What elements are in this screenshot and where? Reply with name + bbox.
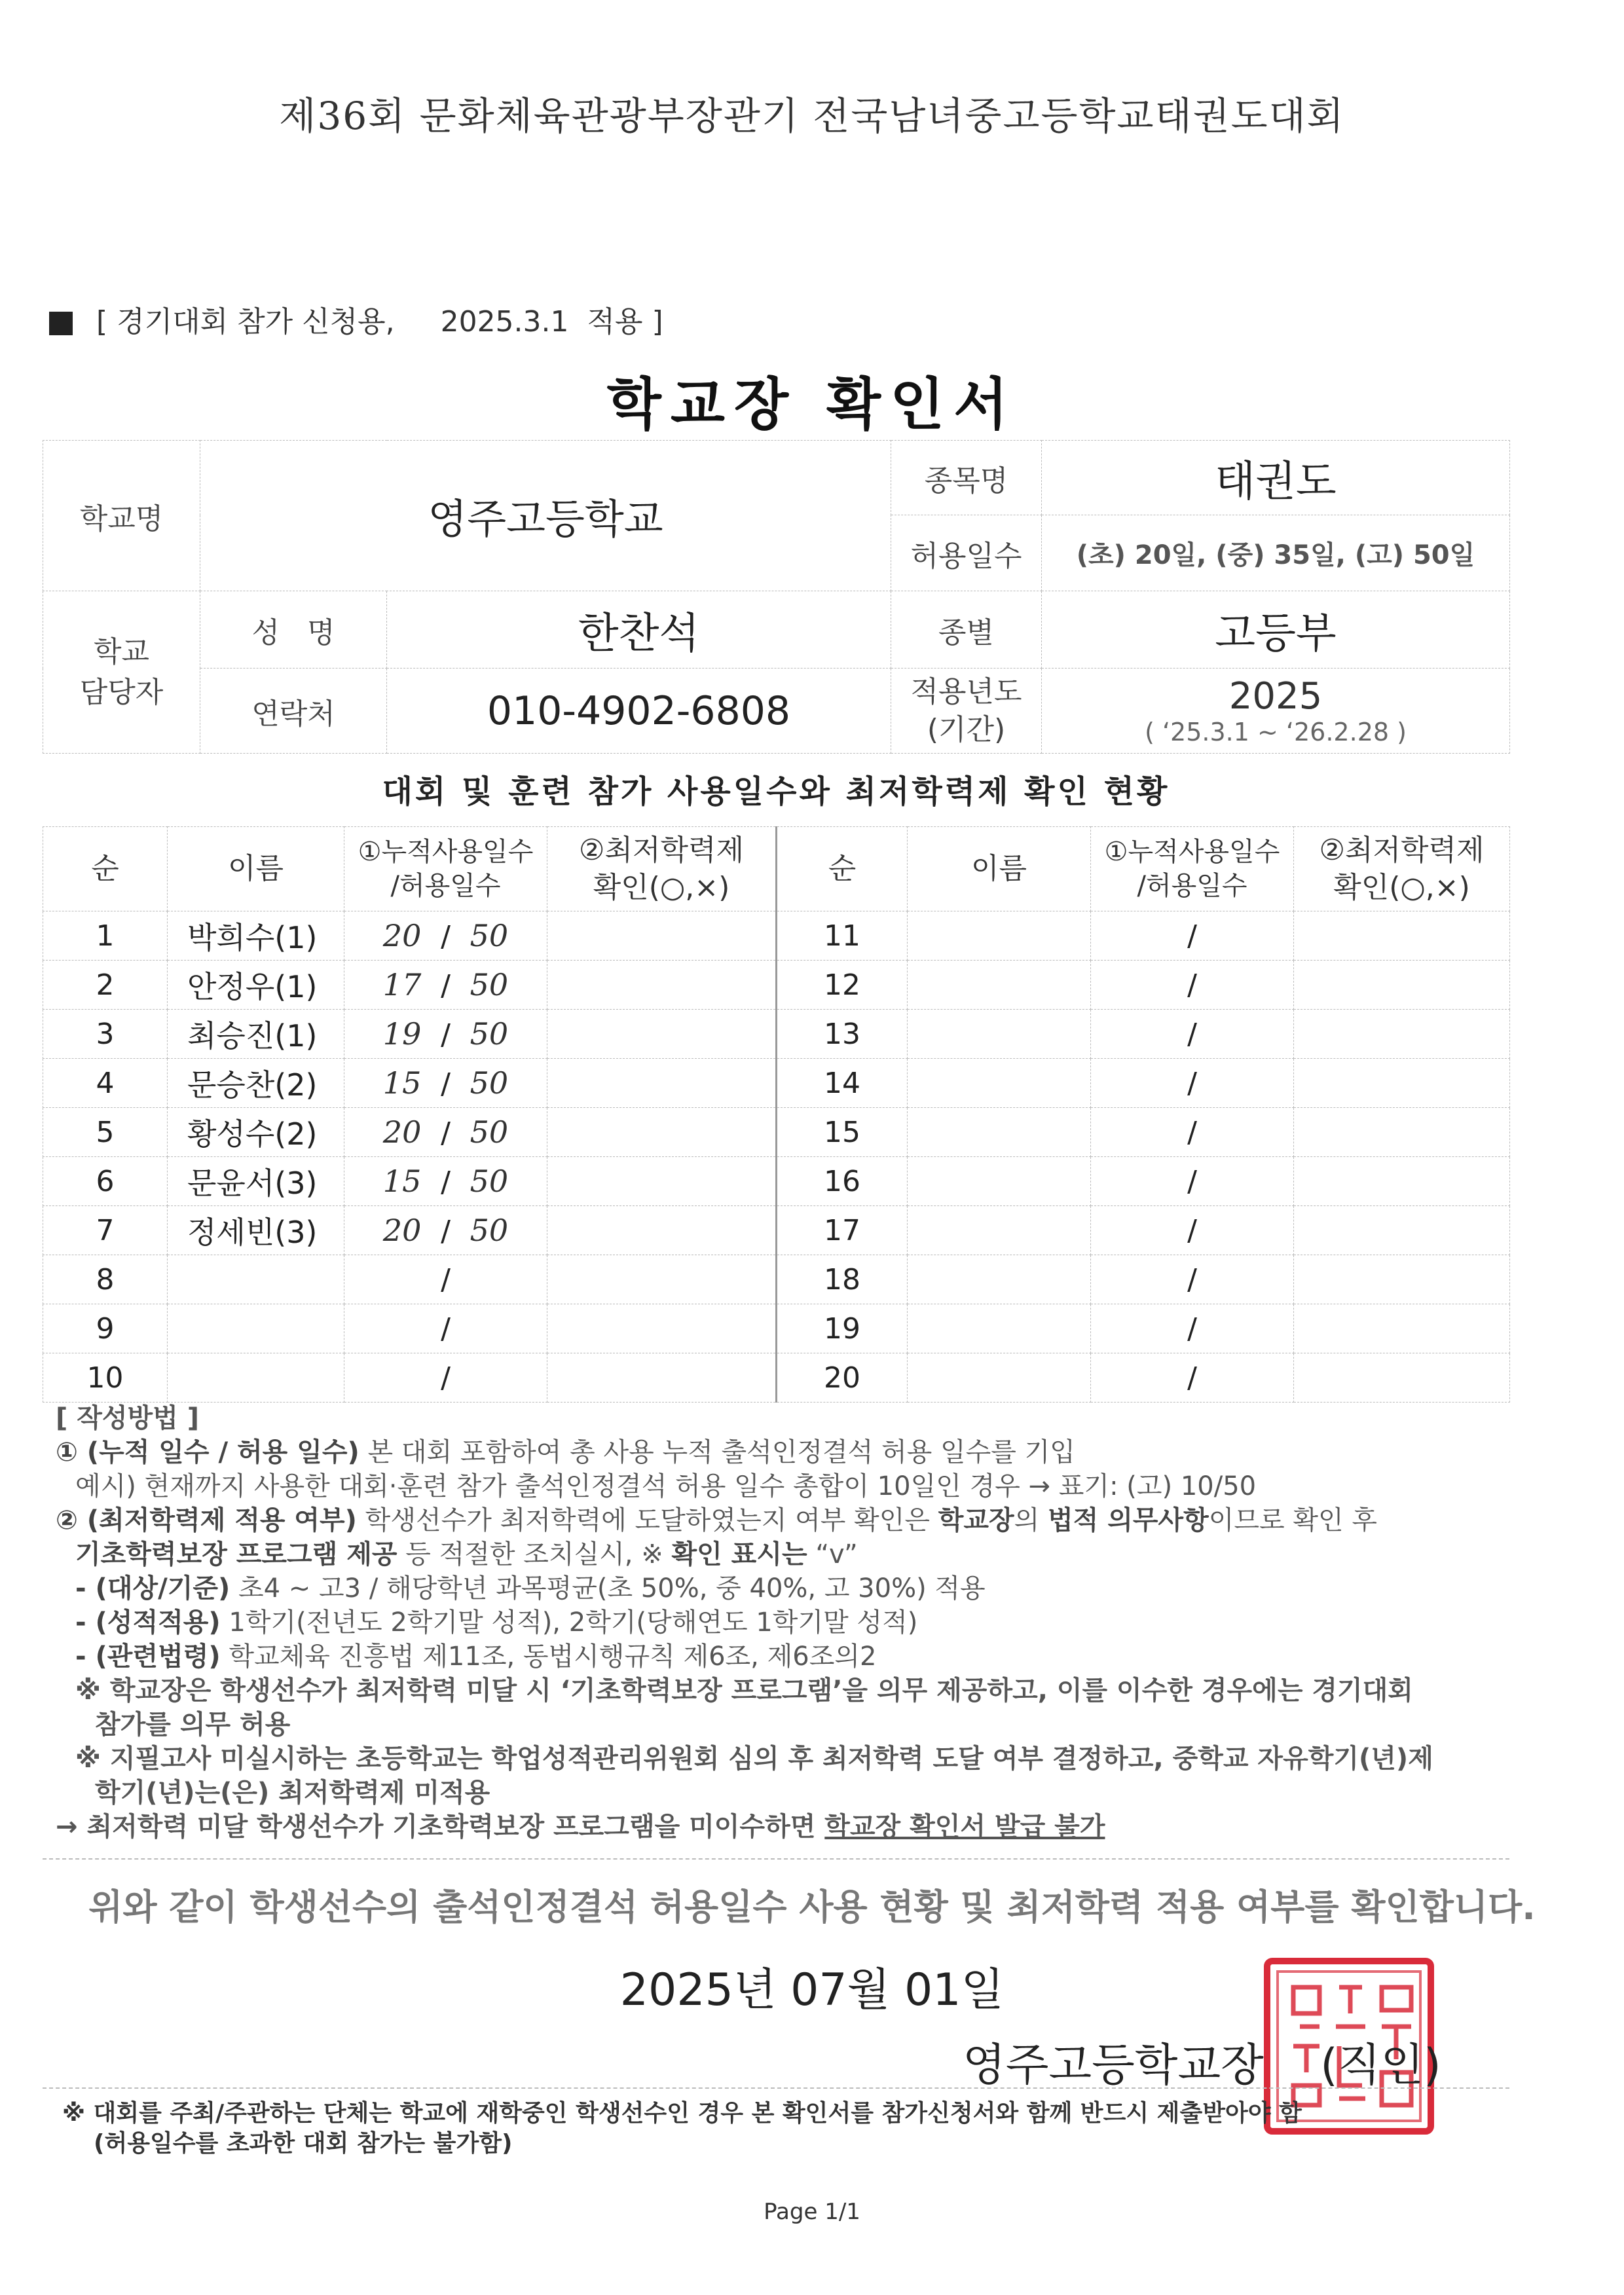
- period-value: ( ‘25.3.1 ~ ‘26.2.28 ): [1145, 718, 1407, 746]
- min-grade-check[interactable]: [547, 1157, 777, 1206]
- year-value: 2025: [1228, 675, 1323, 718]
- athlete-name: [168, 1353, 344, 1403]
- division-value: 고등부: [1042, 591, 1510, 669]
- min-grade-check[interactable]: [547, 911, 777, 961]
- used-days: 20: [382, 1213, 422, 1248]
- athlete-name: [908, 1108, 1091, 1157]
- athlete-name: 안정우(1): [168, 961, 344, 1010]
- name-value: 한찬석: [387, 591, 891, 669]
- square-bullet-icon: [49, 312, 73, 335]
- table-row: [43, 1255, 1510, 1304]
- note-detail-law: - (관련법령) 학교체육 진흥법 제11조, 동법시행규칙 제6조, 제6조의2: [75, 1642, 877, 1672]
- header-name-right: 이름: [908, 827, 1091, 911]
- days-cell: [1091, 1157, 1294, 1206]
- row-number: 17: [777, 1206, 908, 1255]
- contact-label: 연락처: [200, 669, 387, 754]
- row-number: 5: [43, 1108, 168, 1157]
- header-min-grade-right: ②최저학력제 확인(○,×): [1294, 827, 1510, 911]
- slash-separator: /: [441, 969, 451, 1002]
- row-number: 1: [43, 911, 168, 961]
- note-detail-grades: - (성적적용) 1학기(전년도 2학기말 성적), 2학기(당해연도 1학기말 성적): [75, 1607, 918, 1638]
- days-cell: [1091, 961, 1294, 1010]
- min-grade-check[interactable]: [547, 1353, 777, 1403]
- slash-separator: /: [441, 1361, 451, 1395]
- slash-separator: /: [1187, 1262, 1197, 1296]
- days-cell: [344, 1255, 547, 1304]
- principal-signature: 영주고등학교장 (직인): [963, 2040, 1441, 2091]
- name-label: 성 명: [200, 591, 387, 669]
- min-grade-check[interactable]: [1294, 1059, 1510, 1108]
- sport-label: 종목명: [891, 441, 1042, 515]
- issue-date: 2025년 07월 01일: [619, 1964, 1005, 2016]
- used-days: 15: [382, 1164, 422, 1199]
- days-cell: [344, 911, 547, 961]
- division-label: 종별: [891, 591, 1042, 669]
- slash-separator: /: [441, 920, 451, 953]
- table-row: [43, 961, 1510, 1010]
- allowed-days-value: (초) 20일, (중) 35일, (고) 50일: [1042, 515, 1510, 591]
- row-number: 4: [43, 1059, 168, 1108]
- days-cell: [344, 1353, 547, 1403]
- divider-bottom: [43, 2087, 1509, 2089]
- slash-separator: /: [1187, 919, 1197, 953]
- note-remark-1: ※ 학교장은 학생선수가 최저학력 미달 시 ‘기초학력보장 프로그램’을 의무 제공하고, 이를 이수한 경우에는 경기대회: [75, 1676, 1413, 1706]
- row-number: 19: [777, 1304, 908, 1353]
- footnote-line-2: (허용일수를 초과한 대회 참가는 불가함): [94, 2130, 513, 2157]
- header-min-grade-left: ②최저학력제 확인(○,×): [547, 827, 777, 911]
- row-number: 11: [777, 911, 908, 961]
- days-cell: [344, 1157, 547, 1206]
- days-cell: [344, 961, 547, 1010]
- athlete-name: 박희수(1): [168, 911, 344, 961]
- athlete-name: [908, 961, 1091, 1010]
- min-grade-check[interactable]: [547, 961, 777, 1010]
- days-cell: [1091, 1206, 1294, 1255]
- row-number: 15: [777, 1108, 908, 1157]
- athlete-name: [908, 1010, 1091, 1059]
- min-grade-check[interactable]: [1294, 961, 1510, 1010]
- min-grade-check[interactable]: [1294, 1353, 1510, 1403]
- athlete-name: 황성수(2): [168, 1108, 344, 1157]
- used-days: 17: [382, 967, 422, 1002]
- note-2-cont: 기초학력보장 프로그램 제공 등 적절한 조치실시, ※ 확인 표시는 “v”: [75, 1539, 858, 1570]
- min-grade-check[interactable]: [1294, 1108, 1510, 1157]
- note-detail-target: - (대상/기준) 초4 ~ 고3 / 해당학년 과목평균(초 50%, 중 40%, 고 30%) 적용: [75, 1573, 986, 1604]
- slash-separator: /: [1187, 1312, 1197, 1346]
- row-number: 2: [43, 961, 168, 1010]
- header-days-right: ①누적사용일수 /허용일수: [1091, 827, 1294, 911]
- min-grade-check[interactable]: [547, 1059, 777, 1108]
- row-number: 16: [777, 1157, 908, 1206]
- roster-table: [43, 826, 1510, 1403]
- header-no-right: 순: [777, 827, 908, 911]
- allowed-days: 50: [470, 918, 509, 953]
- roster-body: [43, 911, 1510, 1403]
- header-no-left: 순: [43, 827, 168, 911]
- row-number: 20: [777, 1353, 908, 1403]
- days-cell: [1091, 1353, 1294, 1403]
- row-number: 10: [43, 1353, 168, 1403]
- used-days: 20: [382, 1114, 422, 1150]
- days-cell: [344, 1108, 547, 1157]
- slash-separator: /: [1187, 1115, 1197, 1149]
- slash-separator: /: [1187, 1361, 1197, 1395]
- school-value: 영주고등학교: [200, 441, 891, 591]
- days-cell: [1091, 1010, 1294, 1059]
- event-title: 제36회 문화체육관광부장관기 전국남녀중고등학교태권도대회: [279, 94, 1345, 138]
- page-number: Page 1/1: [764, 2199, 860, 2225]
- athlete-name: 문승찬(2): [168, 1059, 344, 1108]
- slash-separator: /: [1187, 1164, 1197, 1198]
- row-number: 7: [43, 1206, 168, 1255]
- allowed-days: 50: [470, 1213, 509, 1248]
- table-row: [43, 1206, 1510, 1255]
- row-number: 13: [777, 1010, 908, 1059]
- row-number: 3: [43, 1010, 168, 1059]
- row-number: 9: [43, 1304, 168, 1353]
- slash-separator: /: [441, 1312, 451, 1346]
- note-remark-1-cont: 참가를 의무 허용: [95, 1710, 291, 1740]
- document-title: 학교장 확인서: [606, 372, 1018, 437]
- min-grade-check[interactable]: [547, 1304, 777, 1353]
- table-row: [43, 911, 1510, 961]
- note-remark-3: → 최저학력 미달 학생선수가 기초학력보장 프로그램을 미이수하면 학교장 확인서 발급 불가: [56, 1812, 1105, 1842]
- athlete-name: 정세빈(3): [168, 1206, 344, 1255]
- year-cell: [1042, 669, 1510, 754]
- slash-separator: /: [441, 1018, 451, 1052]
- min-grade-check[interactable]: [1294, 1157, 1510, 1206]
- instructions: [56, 1401, 1522, 1844]
- athlete-name: [168, 1255, 344, 1304]
- athlete-name: [908, 1255, 1091, 1304]
- slash-separator: /: [1187, 1066, 1197, 1100]
- athlete-name: [908, 1304, 1091, 1353]
- days-cell: [344, 1059, 547, 1108]
- slash-separator: /: [1187, 968, 1197, 1002]
- athlete-name: [908, 1353, 1091, 1403]
- min-grade-check[interactable]: [1294, 1255, 1510, 1304]
- form-tag: [49, 298, 663, 340]
- header-days-left: ①누적사용일수 /허용일수: [344, 827, 547, 911]
- athlete-name: [908, 1059, 1091, 1108]
- used-days: 20: [382, 918, 422, 953]
- form-tag-text: [ 경기대회 참가 신청용, 2025.3.1 적용 ]: [96, 305, 663, 339]
- min-grade-check[interactable]: [547, 1010, 777, 1059]
- slash-separator: /: [441, 1215, 451, 1248]
- min-grade-check[interactable]: [547, 1206, 777, 1255]
- min-grade-check[interactable]: [547, 1108, 777, 1157]
- slash-separator: /: [441, 1116, 451, 1150]
- table-row: [43, 1108, 1510, 1157]
- allowed-days: 50: [470, 1114, 509, 1150]
- min-grade-check[interactable]: [547, 1255, 777, 1304]
- allowed-days-label: 허용일수: [891, 515, 1042, 591]
- days-cell: [344, 1206, 547, 1255]
- table-row: [43, 1304, 1510, 1353]
- section-heading: 대회 및 훈련 참가 사용일수와 최저학력제 확인 현황: [382, 773, 1170, 810]
- contact-value: 010-4902-6808: [387, 669, 891, 754]
- row-number: 6: [43, 1157, 168, 1206]
- athlete-name: [908, 911, 1091, 961]
- days-cell: [1091, 1108, 1294, 1157]
- slash-separator: /: [441, 1262, 451, 1296]
- athlete-name: 문윤서(3): [168, 1157, 344, 1206]
- slash-separator: /: [1187, 1213, 1197, 1247]
- min-grade-check[interactable]: [1294, 1304, 1510, 1353]
- allowed-days: 50: [470, 1164, 509, 1199]
- instructions-heading: [ 작성방법 ]: [56, 1403, 199, 1433]
- days-cell: [1091, 1255, 1294, 1304]
- table-row: [43, 1353, 1510, 1403]
- note-1-example: 예시) 현재까지 사용한 대회·훈련 참가 출석인정결석 허용 일수 총합이 10일인 경우 → 표기: (고) 10/50: [75, 1471, 1257, 1501]
- used-days: 15: [382, 1065, 422, 1101]
- row-number: 14: [777, 1059, 908, 1108]
- min-grade-check[interactable]: [1294, 1206, 1510, 1255]
- table-row: [43, 1157, 1510, 1206]
- allowed-days: 50: [470, 967, 509, 1002]
- row-number: 8: [43, 1255, 168, 1304]
- athlete-name: 최승진(1): [168, 1010, 344, 1059]
- note-remark-2-cont: 학기(년)는(은) 최저학력제 미적용: [95, 1778, 490, 1808]
- table-row: [43, 1059, 1510, 1108]
- note-2: ② (최저학력제 적용 여부) 학생선수가 최저학력에 도달하였는지 여부 확인은 학교장의 법적 의무사항이므로 확인 후: [56, 1505, 1378, 1535]
- allowed-days: 50: [470, 1065, 509, 1101]
- info-table: [43, 440, 1510, 754]
- days-cell: [1091, 1304, 1294, 1353]
- used-days: 19: [382, 1016, 422, 1052]
- note-remark-2: ※ 지필고사 미실시하는 초등학교는 학업성적관리위원회 심의 후 최저학력 도달 여부 결정하고, 중학교 자유학기(년)제: [75, 1744, 1433, 1774]
- table-row: [43, 1010, 1510, 1059]
- slash-separator: /: [441, 1067, 451, 1101]
- slash-separator: /: [1187, 1017, 1197, 1051]
- divider: [43, 1858, 1509, 1860]
- days-cell: [1091, 1059, 1294, 1108]
- days-cell: [1091, 911, 1294, 961]
- confirmation-statement: 위와 같이 학생선수의 출석인정결석 허용일수 사용 현황 및 최저학력 적용 여부를 확인합니다.: [88, 1886, 1536, 1928]
- allowed-days: 50: [470, 1016, 509, 1052]
- footnote: [62, 2099, 1503, 2159]
- athlete-name: [168, 1304, 344, 1353]
- header-name-left: 이름: [168, 827, 344, 911]
- min-grade-check[interactable]: [1294, 1010, 1510, 1059]
- manager-label: 학교 담당자: [43, 591, 200, 754]
- footnote-line-1: ※ 대회를 주최/주관하는 단체는 학교에 재학중인 학생선수인 경우 본 확인서를 참가신청서와 함께 반드시 제출받아야 함: [62, 2100, 1302, 2127]
- slash-separator: /: [441, 1166, 451, 1199]
- athlete-name: [908, 1206, 1091, 1255]
- sport-value: 태권도: [1042, 441, 1510, 515]
- athlete-name: [908, 1157, 1091, 1206]
- row-number: 12: [777, 961, 908, 1010]
- days-cell: [344, 1010, 547, 1059]
- days-cell: [344, 1304, 547, 1353]
- school-label: 학교명: [43, 441, 200, 591]
- year-label: 적용년도 (기간): [891, 669, 1042, 754]
- row-number: 18: [777, 1255, 908, 1304]
- note-1: ① (누적 일수 / 허용 일수) 본 대회 포함하여 총 사용 누적 출석인정결석 허용 일수를 기입: [56, 1437, 1075, 1467]
- min-grade-check[interactable]: [1294, 911, 1510, 961]
